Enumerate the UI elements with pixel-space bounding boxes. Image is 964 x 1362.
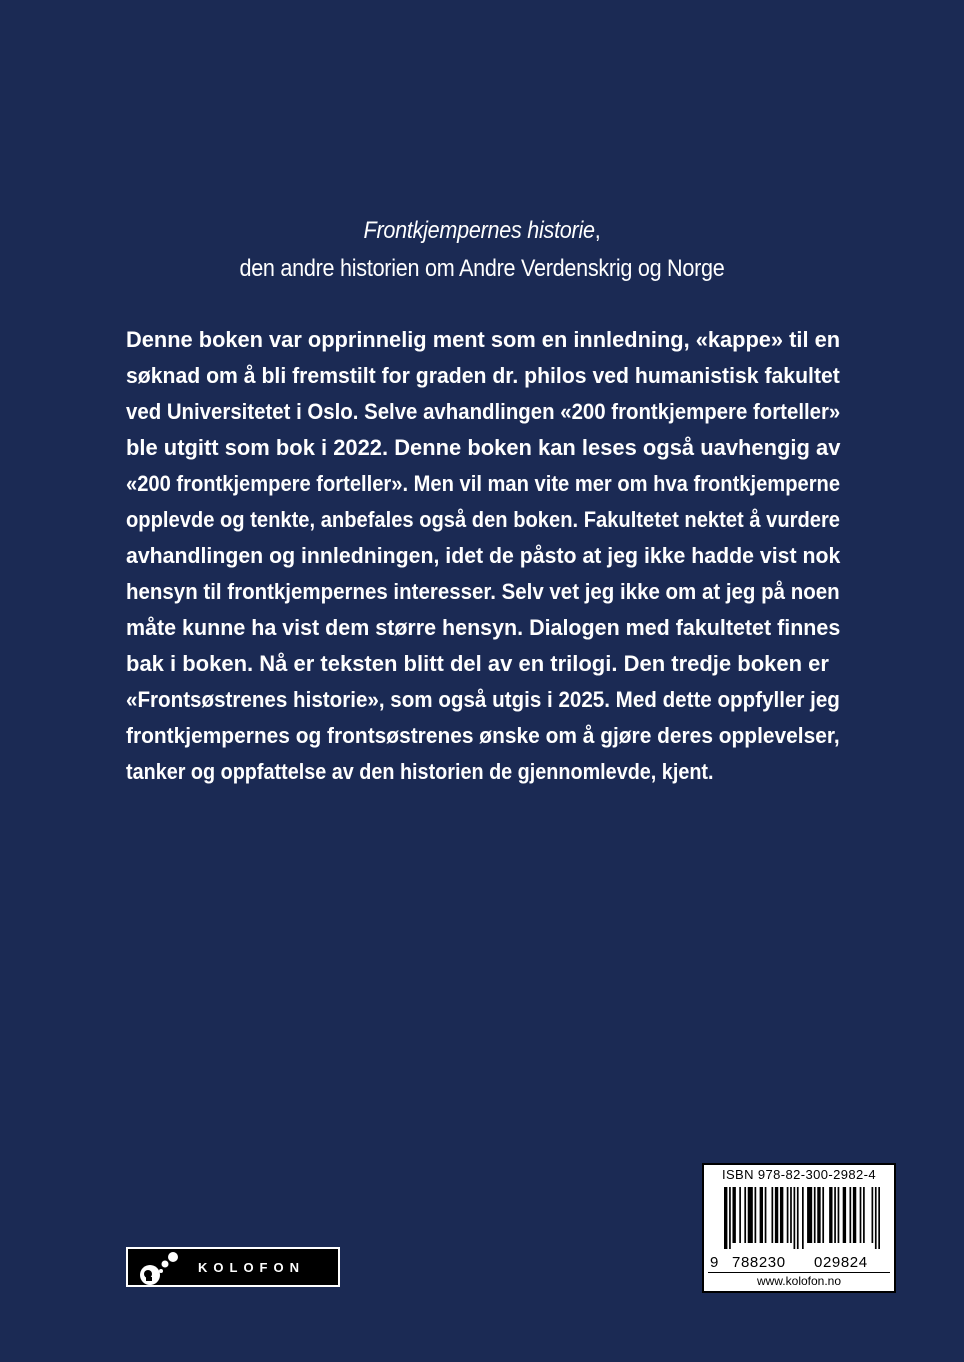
publisher-url: www.kolofon.no [756,1274,842,1288]
isbn-label: ISBN 978-82-300-2982-4 [721,1167,877,1182]
blurb-line: ved Universitetet i Oslo. Selve avhandlingen «200 frontkjempere forteller» [126,399,841,424]
barcode-bar [775,1187,778,1243]
barcode-bar [860,1187,862,1243]
publisher-logo [126,1247,340,1287]
barcode-bar [760,1187,763,1243]
barcode-bar [829,1187,832,1243]
isbn-barcode [702,1163,896,1293]
barcode-bar [875,1187,877,1249]
barcode-bars [724,1187,880,1249]
barcode-bar [814,1187,816,1243]
barcode-bar [748,1187,753,1243]
barcode-bar [724,1187,727,1249]
blurb-line: opplevde og tenkte, anbefales også den boken. Fakultetet nektet å vurdere [126,507,840,532]
barcode-bar [729,1187,731,1249]
barcode-bar [853,1187,856,1243]
barcode-bar [817,1187,820,1243]
barcode-bar [878,1187,880,1249]
blurb-line: Denne boken var opprinnelig ment som en innledning, «kappe» til en [126,327,841,352]
barcode-bar [838,1187,840,1243]
blurb-line: måte kunne ha vist dem større hensyn. Dialogen med fakultetet finnes [126,615,841,640]
barcode-bar [744,1187,746,1243]
blurb-line: ble utgitt som bok i 2022. Denne boken kan leses også uavhengig av [126,435,841,460]
barcode-bar [834,1187,836,1243]
book-title-block [48,212,916,288]
barcode-bar [863,1187,865,1243]
book-title-comma: , [594,217,601,244]
book-subtitle: den andre historien om Andre Verdenskrig og Norge [239,255,725,282]
blurb-line: bak i boken. Nå er teksten blitt del av en trilogi. Den tredje boken er [126,651,829,676]
barcode-bar [849,1187,851,1243]
barcode-bar [771,1187,773,1243]
barcode-bar [843,1187,846,1243]
back-cover-blurb [126,322,840,790]
book-title-italic: Frontkjempernes historie [363,217,595,244]
barcode-first-digit: 9 [710,1254,719,1271]
barcode-bar [802,1187,804,1249]
barcode-bar [739,1187,741,1243]
barcode-bar [872,1187,874,1243]
blurb-line: tanker og oppfattelse av den historien de gjennomlevde, kjent. [126,759,714,784]
kolofon-logo-icon [132,1251,184,1285]
barcode-bar [755,1187,757,1243]
publisher-name: KOLOFON [198,1260,305,1275]
barcode-bar [807,1187,812,1243]
blurb-line: «200 frontkjempere forteller». Men vil man vite mer om hva frontkjemperne [126,471,841,496]
barcode-left-group: 788230 [732,1254,786,1271]
barcode-right-group: 029824 [814,1254,868,1271]
blurb-line: frontkjempernes og frontsøstrenes ønske om å gjøre deres opplevelser, [126,723,840,748]
blurb-line: «Frontsøstrenes historie», som også utgis i 2025. Med dette oppfyller jeg [126,687,840,712]
barcode-bar [822,1187,824,1243]
barcode-bar [787,1187,789,1243]
barcode-bar [794,1187,796,1249]
barcode-bar [790,1187,792,1243]
barcode-divider [708,1272,890,1273]
barcode-bar [765,1187,767,1243]
blurb-line: avhandlingen og innledningen, idet de påsto at jeg ikke hadde vist nok [126,543,841,568]
blurb-line: søknad om å bli fremstilt for graden dr. philos ved humanistisk fakultet [126,363,840,388]
book-title [48,212,916,250]
barcode-bar [797,1187,799,1249]
barcode-bar [732,1187,735,1243]
barcode-bar [780,1187,783,1243]
blurb-line: hensyn til frontkjempernes interesser. Selv vet jeg ikke om at jeg på noen [126,579,840,604]
